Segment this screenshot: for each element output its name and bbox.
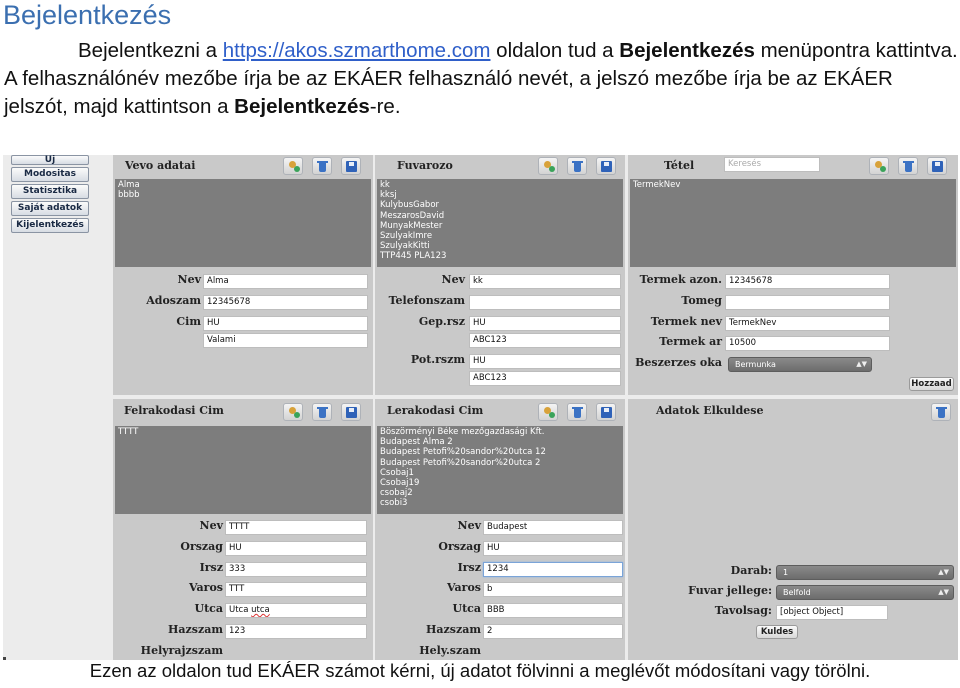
beszerzes-select-value: Bermunka xyxy=(735,360,776,369)
fuvarozo-potrszm-label: Pot.rszm xyxy=(410,353,465,366)
list-item[interactable]: csobi3 xyxy=(380,498,408,509)
felrakodasi-utca-input[interactable] xyxy=(225,603,367,618)
hozzaad-button[interactable]: Hozzaad xyxy=(909,377,954,391)
tetel-tomeg-input[interactable] xyxy=(725,295,890,310)
para-text-4: -re. xyxy=(369,95,401,118)
list-item[interactable]: bbbb xyxy=(118,190,140,201)
felrakodasi-orszag-input[interactable]: HU xyxy=(225,541,367,556)
tetel-tomeg-label: Tomeg xyxy=(681,294,722,307)
site-link[interactable]: https://akos.szmarthome.com xyxy=(222,39,491,62)
list-item[interactable]: Budapest Petofi%20sandor%20utca 2 xyxy=(380,457,541,468)
vevo-cim-label: Cim xyxy=(176,315,201,328)
sidebar-item-sajat-adatok[interactable]: Saját adatok xyxy=(11,201,89,216)
fuvarozo-potrszm-input[interactable]: HU xyxy=(469,354,621,369)
vevo-adoszam-label: Adoszam xyxy=(146,294,201,307)
document-title: Bejelentkezés xyxy=(3,0,172,30)
fuvarozo-title: Fuvarozo xyxy=(397,159,453,172)
screenshot-caption: Ezen az oldalon tud EKÁER számot kérni, új adatot fölvinni a meglévőt módosítani vagy törölni. xyxy=(89,660,871,681)
list-item[interactable]: SzulyakKitti xyxy=(380,241,430,252)
list-item[interactable]: TTP445 PLA123 xyxy=(380,251,447,262)
tavolsag-label: Tavolsag: xyxy=(714,604,772,617)
lerakodasi-varos-label: Varos xyxy=(447,581,481,594)
button-name: Bejelentkezés xyxy=(234,95,370,118)
tetel-ar-label: Termek ar xyxy=(659,335,722,348)
list-item[interactable]: Budapest Petofi%20sandor%20utca 12 xyxy=(380,447,546,458)
sidebar-item-uj[interactable]: Új xyxy=(11,155,89,165)
fuvarozo-potrszm2-input[interactable]: ABC123 xyxy=(469,371,621,386)
tavolsag-input[interactable]: [object Object] xyxy=(776,605,888,620)
trash-icon[interactable] xyxy=(931,403,951,421)
vevo-title: Vevo adatai xyxy=(125,159,196,172)
list-item[interactable]: Böszörményi Béke mezőgazdasági Kft. xyxy=(380,427,545,437)
lerakodasi-panel xyxy=(375,399,625,660)
vevo-cim2-input[interactable]: Valami xyxy=(203,333,368,348)
felrakodasi-irsz-label: Irsz xyxy=(199,561,223,574)
vevo-nev-input[interactable]: Alma xyxy=(203,274,368,289)
vevo-panel xyxy=(113,155,373,395)
lerakodasi-orszag-input[interactable]: HU xyxy=(483,541,623,556)
list-item[interactable]: MunyakMester xyxy=(380,220,443,231)
chevron-updown-icon: ▲▼ xyxy=(856,360,867,368)
lerakodasi-nev-input[interactable]: Budapest xyxy=(483,520,623,535)
list-item[interactable]: TTTT xyxy=(118,427,139,437)
beszerzes-select[interactable] xyxy=(728,357,872,372)
felrakodasi-varos-input[interactable]: TTT xyxy=(225,582,367,597)
list-item[interactable]: kksj xyxy=(380,190,397,201)
felrakodasi-varos-label: Varos xyxy=(189,581,223,594)
trash-icon[interactable] xyxy=(312,157,332,175)
vevo-nev-label: Nev xyxy=(177,273,201,286)
save-icon[interactable] xyxy=(927,157,947,175)
app-screenshot xyxy=(3,155,958,660)
trash-icon[interactable] xyxy=(312,403,332,421)
fuvarozo-telefon-label: Telefonszam xyxy=(388,294,465,307)
list-item[interactable]: Csobaj19 xyxy=(380,478,420,489)
list-item[interactable]: kk xyxy=(380,180,390,190)
felrakodasi-hazszam-label: Hazszam xyxy=(168,623,223,636)
lerakodasi-orszag-label: Orszag xyxy=(438,540,481,553)
add-person-icon[interactable] xyxy=(283,403,303,421)
list-item[interactable]: csobaj2 xyxy=(380,488,413,499)
sidebar xyxy=(11,155,91,235)
felrakodasi-nev-input[interactable]: TTTT xyxy=(225,520,367,535)
trash-icon[interactable] xyxy=(567,403,587,421)
save-icon[interactable] xyxy=(341,157,361,175)
darab-select-value: 1 xyxy=(783,568,789,577)
tetel-azon-input[interactable]: 12345678 xyxy=(725,274,890,289)
add-person-icon[interactable] xyxy=(538,403,558,421)
tetel-nev-input[interactable]: TermekNev xyxy=(725,316,890,331)
fuvarozo-list[interactable] xyxy=(377,179,623,267)
chevron-updown-icon: ▲▼ xyxy=(938,568,949,576)
felrakodasi-nev-label: Nev xyxy=(199,519,223,532)
utca-text-misspelled: utca xyxy=(251,605,270,615)
tetel-list[interactable] xyxy=(630,179,956,267)
trash-icon[interactable] xyxy=(898,157,918,175)
felrakodasi-helyrajzi-label: Helyrajzszam xyxy=(140,644,223,657)
lerakodasi-hazszam-input[interactable]: 2 xyxy=(483,624,623,639)
list-item[interactable]: TermekNev xyxy=(633,180,681,190)
tetel-beszerzes-label: Beszerzes oka xyxy=(635,356,722,369)
para-text-3: menüpontra kattintva. A felhasználónév mezőbe írja be az EKÁER felhasználó nevét, a jelszó mezőbe írja be az EKÁER jelszót, majd kattintson a xyxy=(4,39,958,118)
adatok-panel xyxy=(628,399,958,660)
menu-name: Bejelentkezés xyxy=(619,39,755,62)
felrakodasi-title: Felrakodasi Cim xyxy=(124,404,224,417)
list-item[interactable]: Csobaj1 xyxy=(380,467,414,478)
felrakodasi-panel xyxy=(113,399,373,660)
save-icon[interactable] xyxy=(596,157,616,175)
fuvarozo-panel xyxy=(375,155,625,395)
sidebar-item-kijelentkezes[interactable]: Kijelentkezés xyxy=(11,218,89,233)
list-item[interactable]: MeszarosDavid xyxy=(380,210,445,221)
vevo-list[interactable] xyxy=(115,179,371,267)
darab-select[interactable] xyxy=(776,565,954,580)
felrakodasi-list[interactable] xyxy=(115,426,371,514)
felrakodasi-orszag-label: Orszag xyxy=(180,540,223,553)
fuvarozo-geprsz-input[interactable]: HU xyxy=(469,316,621,331)
lerakodasi-hazszam-label: Hazszam xyxy=(426,623,481,636)
fuvarozo-nev-label: Nev xyxy=(441,273,465,286)
fuvarozo-nev-input[interactable]: kk xyxy=(469,274,621,289)
tetel-title: Tétel xyxy=(664,159,695,172)
tetel-ar-input[interactable]: 10500 xyxy=(725,336,890,351)
save-icon[interactable] xyxy=(341,403,361,421)
fuvarozo-geprsz-label: Gep.rsz xyxy=(418,315,465,328)
tetel-azon-label: Termek azon. xyxy=(639,273,722,286)
sidebar-item-modositas[interactable]: Modositas xyxy=(11,167,89,182)
darab-label: Darab: xyxy=(730,564,772,577)
add-person-icon[interactable] xyxy=(283,157,303,175)
list-item[interactable]: Alma xyxy=(118,180,140,190)
chevron-updown-icon: ▲▼ xyxy=(938,588,949,596)
fuvar-jellege-select-value: Belfold xyxy=(783,588,811,597)
para-text-1: Bejelentkezni a xyxy=(78,39,223,62)
kuldes-button[interactable]: Kuldes xyxy=(756,625,798,639)
list-item[interactable]: SzulyakImre xyxy=(380,231,433,242)
fuvarozo-geprsz2-input[interactable]: ABC123 xyxy=(469,333,621,348)
sidebar-item-statisztika[interactable]: Statisztika xyxy=(11,184,89,199)
lerakodasi-varos-input[interactable]: b xyxy=(483,582,623,597)
lerakodasi-list[interactable] xyxy=(377,426,623,514)
felrakodasi-utca-label: Utca xyxy=(194,602,223,615)
felrakodasi-irsz-input[interactable]: 333 xyxy=(225,562,367,577)
add-person-icon[interactable] xyxy=(869,157,889,175)
lerakodasi-irsz-label: Irsz xyxy=(457,561,481,574)
vevo-adoszam-input[interactable]: 12345678 xyxy=(203,295,368,310)
tetel-nev-label: Termek nev xyxy=(650,315,722,328)
lerakodasi-utca-input[interactable]: BBB xyxy=(483,603,623,618)
lerakodasi-irsz-input[interactable]: 1234 xyxy=(483,562,623,577)
lerakodasi-helyszam-label: Hely.szam xyxy=(419,644,481,657)
fuvarozo-telefon-input[interactable] xyxy=(469,295,621,310)
lerakodasi-title: Lerakodasi Cim xyxy=(387,404,484,417)
list-item[interactable]: KulybusGabor xyxy=(380,200,440,211)
fuvar-jellege-label: Fuvar jellege: xyxy=(688,584,772,597)
tetel-search-input[interactable]: Keresés xyxy=(724,157,820,172)
add-person-icon[interactable] xyxy=(538,157,558,175)
list-item[interactable]: Budapest Alma 2 xyxy=(380,437,453,448)
vevo-cim-input[interactable]: HU xyxy=(203,316,368,331)
fuvar-jellege-select[interactable] xyxy=(776,585,954,600)
lerakodasi-nev-label: Nev xyxy=(457,519,481,532)
save-icon[interactable] xyxy=(596,403,616,421)
utca-text: Utca xyxy=(229,605,252,615)
para-text-2: oldalon tud a xyxy=(490,39,620,62)
trash-icon[interactable] xyxy=(567,157,587,175)
instruction-paragraph xyxy=(4,37,959,121)
tetel-panel xyxy=(628,155,958,395)
adatok-title: Adatok Elkuldese xyxy=(656,404,764,417)
felrakodasi-hazszam-input[interactable]: 123 xyxy=(225,624,367,639)
lerakodasi-utca-label: Utca xyxy=(452,602,481,615)
